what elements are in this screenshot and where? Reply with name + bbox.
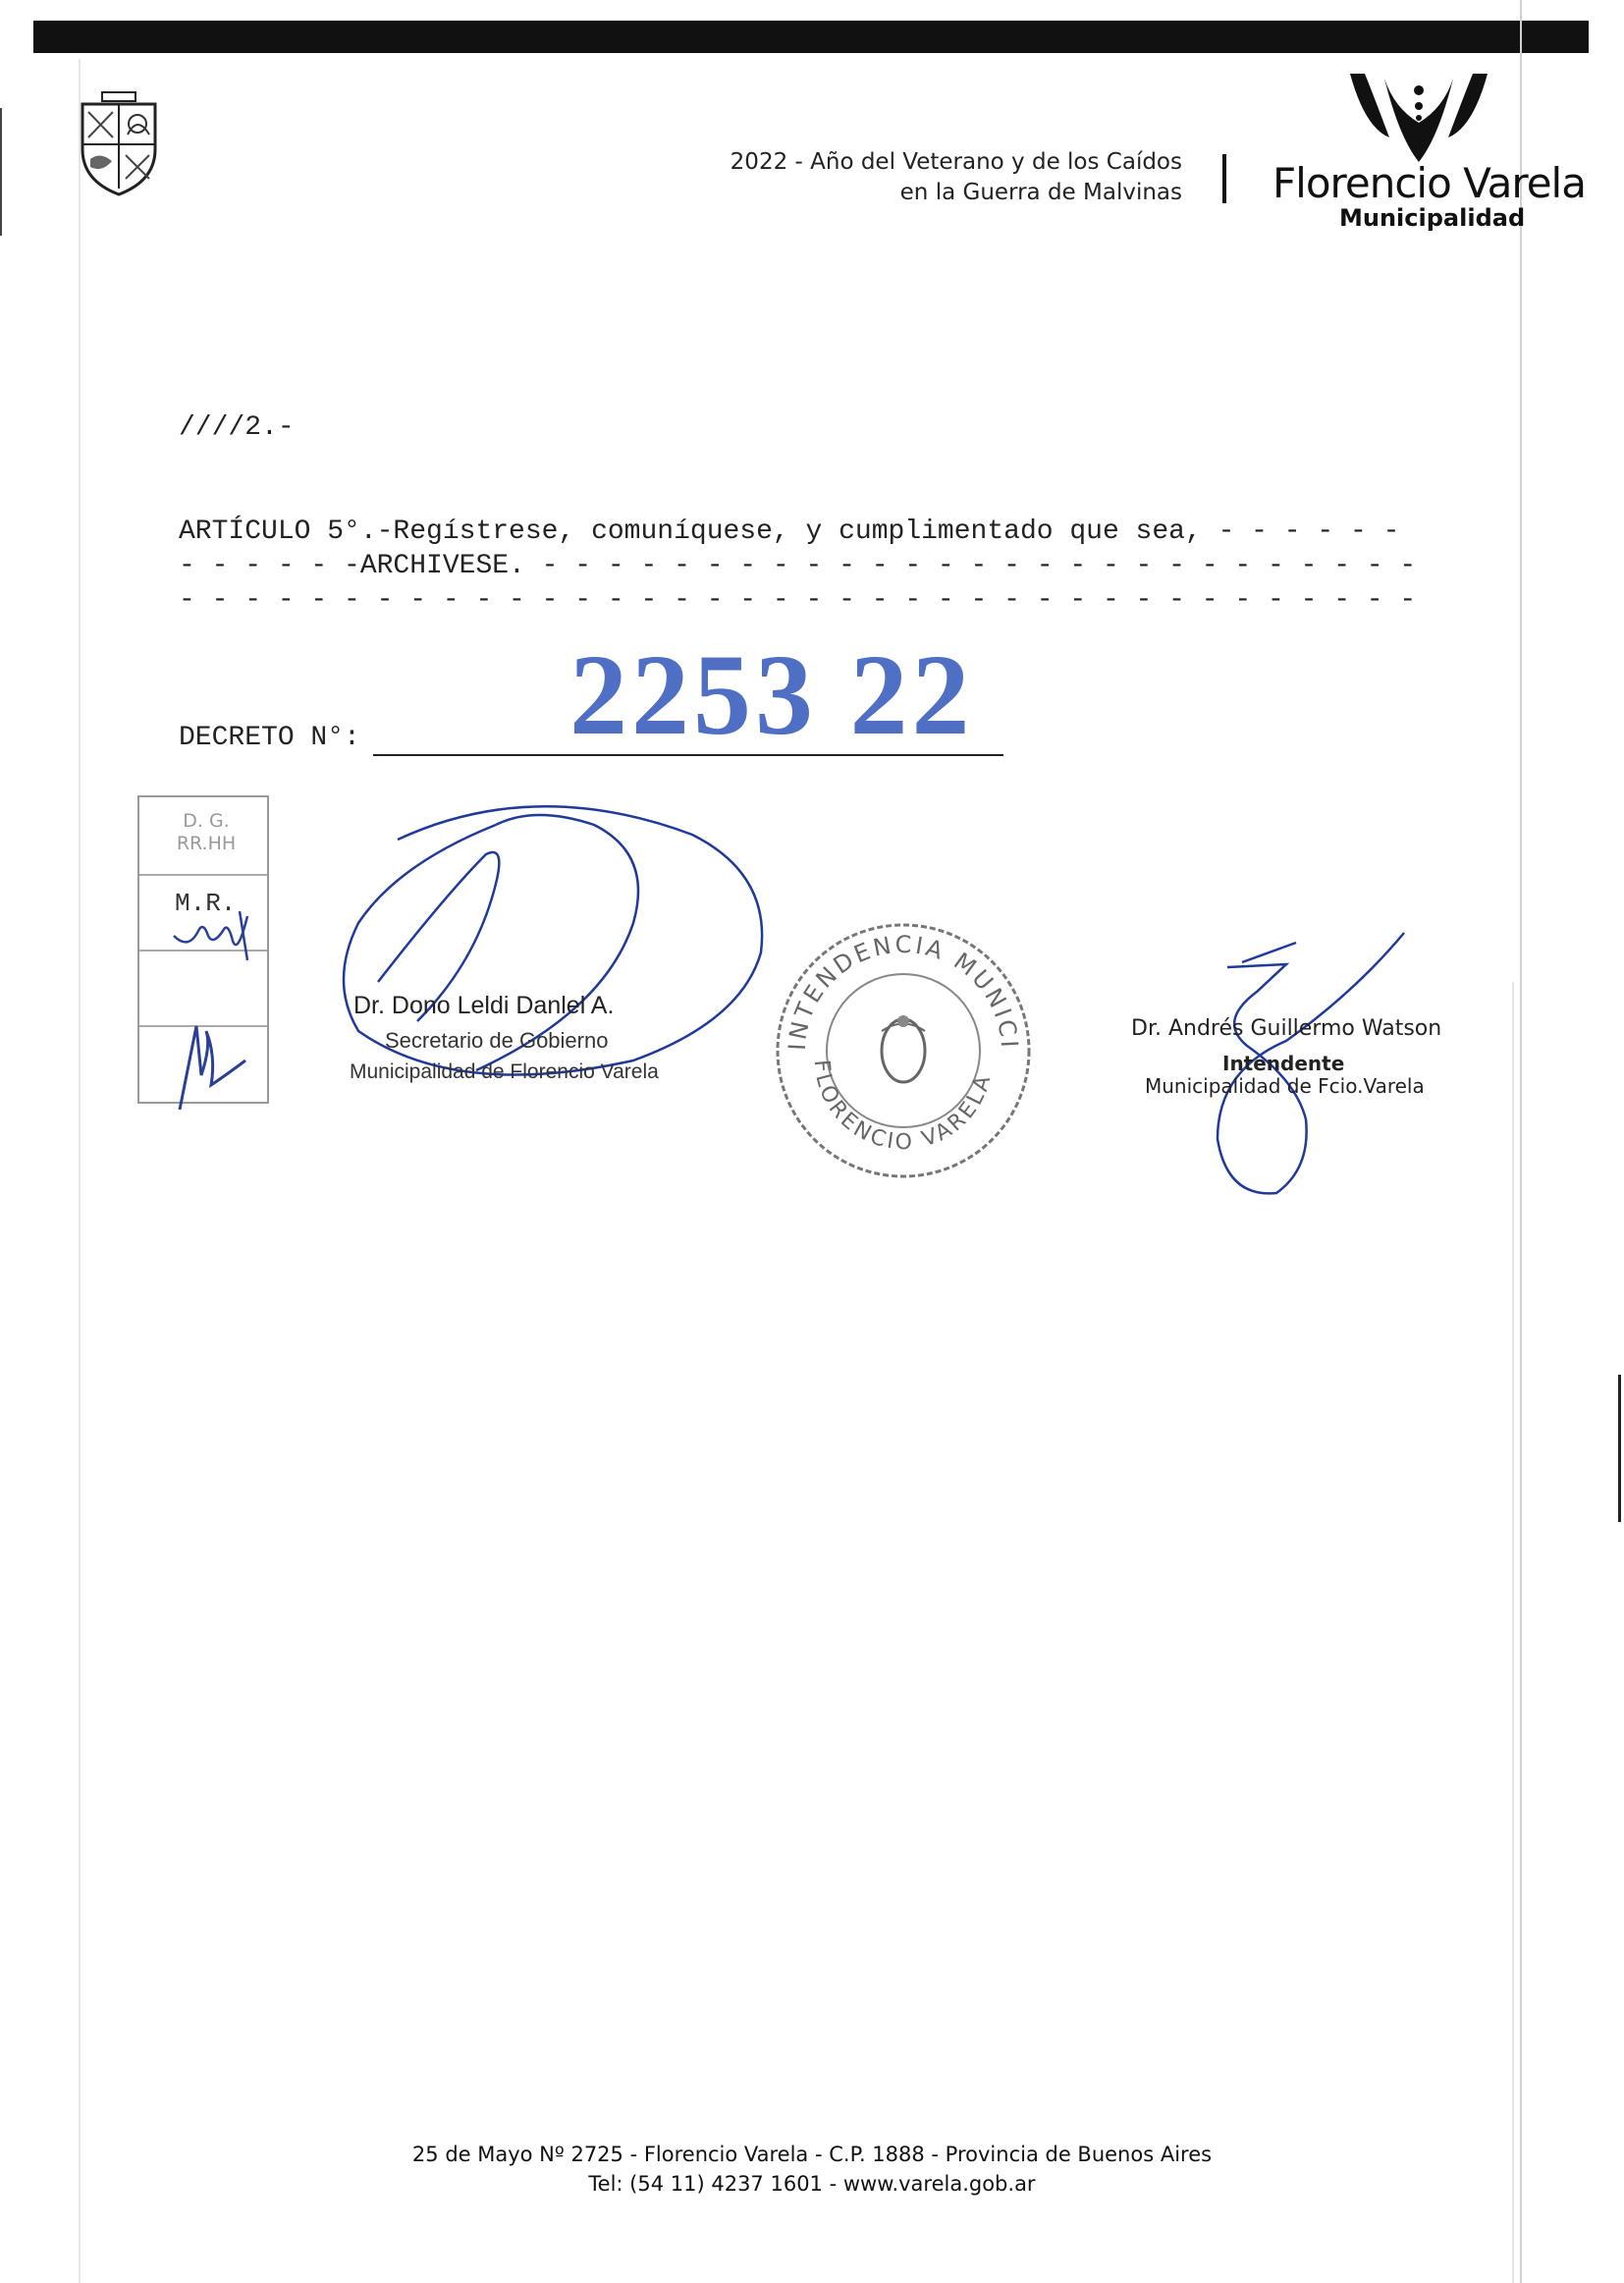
secretary-org: Municipalidad de Florencio Varela bbox=[350, 1060, 659, 1083]
mayor-org: Municipalidad de Fcio.Varela bbox=[1145, 1074, 1425, 1098]
initials-mr-label: M.R. bbox=[175, 889, 237, 918]
footer-address: 25 de Mayo Nº 2725 - Florencio Varela - C.P. 1888 - Provincia de Buenos Aires bbox=[411, 2143, 1213, 2166]
motto-line-2: en la Guerra de Malvinas bbox=[899, 180, 1182, 205]
initials-signature-icon bbox=[169, 901, 257, 975]
article-line-3: - - - - - - - - - - - - - - - - - - - - - - - - - - - - - - - - - - - - - - bbox=[179, 585, 1417, 616]
scan-edge-left bbox=[79, 59, 81, 2283]
motto-line-1: 2022 - Año del Veterano y de los Caídos bbox=[730, 149, 1182, 175]
brand-subtitle: Municipalidad bbox=[1339, 204, 1526, 232]
municipal-seal-icon bbox=[756, 903, 1051, 1203]
brand-name: Florencio Varela bbox=[1272, 159, 1586, 207]
municipal-logo-icon bbox=[1345, 69, 1492, 172]
footer-contact: Tel: (54 11) 4237 1601 - www.varela.gob.ar bbox=[588, 2172, 1036, 2196]
svg-text:FLORENCIO VARELA: FLORENCIO VARELA bbox=[808, 1059, 997, 1156]
scan-edge-right bbox=[1512, 982, 1514, 2283]
mayor-name: Dr. Andrés Guillermo Watson bbox=[1131, 1016, 1442, 1041]
decreto-label: DECRETO N°: bbox=[179, 723, 360, 753]
top-border-bar bbox=[33, 21, 1589, 53]
secretary-role: Secretario de Gobierno bbox=[385, 1028, 609, 1053]
page-reference: ////2.- bbox=[179, 412, 295, 443]
header-separator bbox=[1222, 154, 1226, 203]
article-line-1: ARTÍCULO 5°.-Regístrese, comuníquese, y cumplimentado que sea, - - - - - - bbox=[179, 516, 1400, 547]
scan-edge-right-line bbox=[1520, 0, 1522, 2283]
decreto-number-stamp: 2253 22 bbox=[569, 630, 974, 759]
coat-of-arms-icon bbox=[79, 90, 159, 203]
initials-signature-2-icon bbox=[172, 1016, 260, 1119]
initials-dg-label: D. G. bbox=[183, 810, 230, 832]
header-motto bbox=[731, 147, 1182, 208]
initials-divider bbox=[139, 874, 267, 876]
secretary-name: Dr. Dono Leldi Danlel A. bbox=[353, 992, 615, 1019]
svg-text:INTENDENCIA MUNICIPAL: INTENDENCIA MUNICI bbox=[783, 930, 1024, 1052]
article-line-2: - - - - - -ARCHIVESE. - - - - - - - - - - - - - - - - - - - - - - - - - - - bbox=[179, 551, 1417, 581]
scan-edge-mark-right bbox=[1618, 1375, 1621, 1522]
initials-rrhh-label: RR.HH bbox=[176, 833, 237, 854]
mayor-role: Intendente bbox=[1222, 1052, 1345, 1075]
scan-edge-mark bbox=[0, 108, 2, 236]
